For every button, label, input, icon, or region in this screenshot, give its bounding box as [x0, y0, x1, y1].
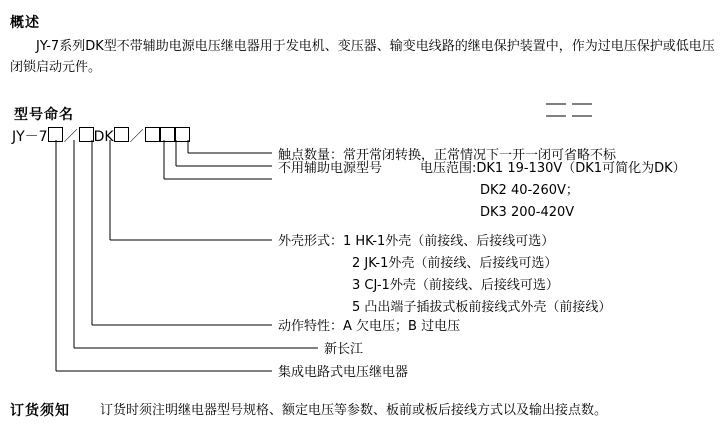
model-code-box-6 — [175, 127, 190, 142]
model-code-box-3 — [114, 127, 129, 142]
model-code-box-2 — [79, 127, 94, 142]
overview-section-title: 概述 — [10, 15, 40, 31]
annotation-enclosure-type-5: 5 凸出端子插拔式板前接线式外壳（前接线） — [352, 300, 612, 315]
model-code-prefix: JY－7 — [12, 129, 48, 145]
annotation-product-type: 集成电路式电压继电器 — [278, 365, 409, 380]
annotation-no-aux-power: 不用辅助电源型号 — [278, 161, 383, 176]
annotation-voltage-range-dk1: 电压范围:DK1 19-130V（DK1可简化为DK） — [420, 161, 686, 176]
annotation-enclosure-type-1: 外壳形式：1 HK-1外壳（前接线、后接线可选） — [278, 234, 555, 249]
model-code-slash-2: ／ — [129, 129, 144, 145]
order-section-title: 订货须知 — [10, 403, 70, 419]
annotation-voltage-range-dk3: DK3 200-420V — [480, 205, 575, 220]
annotation-enclosure-type-3: 3 CJ-1外壳（前接线、后接线可选） — [352, 278, 559, 293]
model-code-box-5 — [160, 127, 175, 142]
overview-paragraph: JY-7系列DK型不带辅助电源电压继电器用于发电机、变压器、输变电线路的继电保护装置中，作为过电压保护或低电压闭锁启动元件。 — [10, 39, 715, 75]
annotation-voltage-range-dk2: DK2 40-260V； — [480, 183, 579, 198]
naming-section-title: 型号命名 — [14, 107, 74, 123]
model-code-box-1 — [48, 127, 63, 142]
annotation-contact-count: 触点数量：常开常闭转换，正常情况下一开一闭可省略不标 — [278, 148, 617, 163]
annotation-enclosure-type-2: 2 JK-1外壳（前接线、后接线可选） — [352, 256, 558, 271]
model-code-string — [12, 126, 190, 146]
annotation-action-characteristic: 动作特性：A 欠电压；B 过电压 — [278, 319, 461, 334]
annotation-brand: 新长江 — [324, 342, 364, 357]
order-paragraph: 订货时须注明继电器型号规格、额定电压等参数、板前或板后接线方式以及输出接点数。 — [100, 403, 608, 418]
model-code-box-4 — [145, 127, 160, 142]
model-code-dk: DK — [93, 129, 114, 145]
model-code-slash-1: ／ — [63, 129, 78, 145]
